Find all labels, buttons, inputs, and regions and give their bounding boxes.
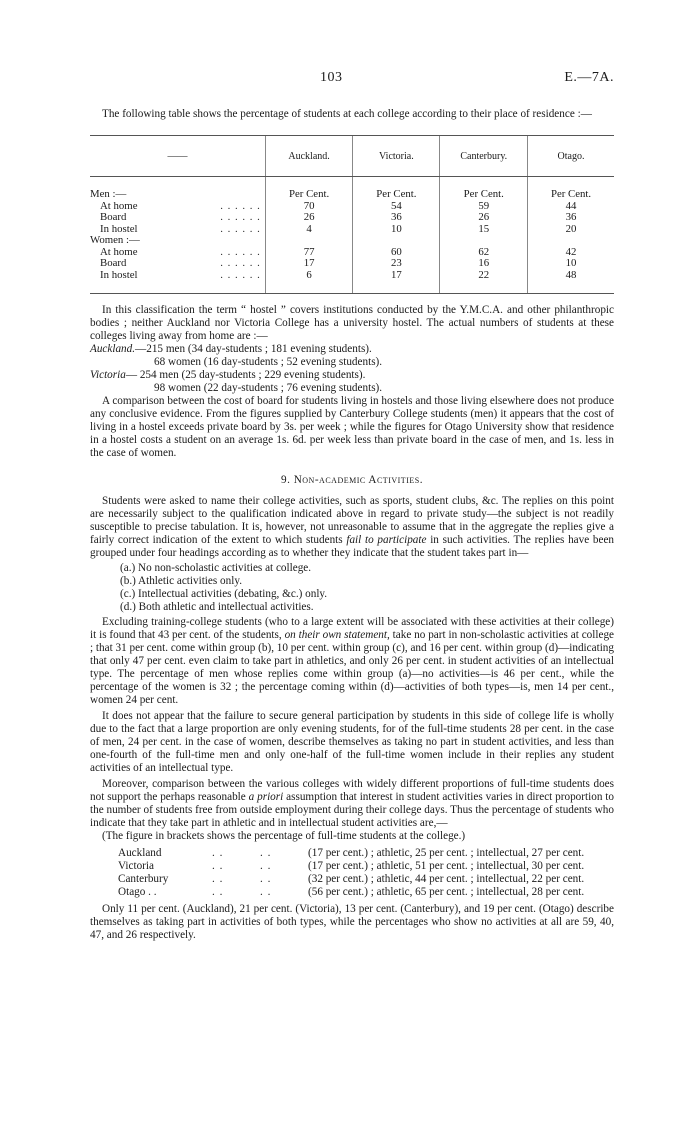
table-row bbox=[90, 270, 614, 294]
table-cell: (32 per cent.) ; athletic, 44 per cent. ; intellectual, 22 per cent. bbox=[308, 873, 585, 885]
table-cell: 36 bbox=[528, 212, 614, 224]
away-from-home-list bbox=[90, 343, 614, 395]
row-label: Board . . . . . . bbox=[100, 257, 261, 269]
table-cell: . . bbox=[260, 873, 272, 885]
table-cell: 16 bbox=[440, 258, 528, 270]
page-reference: E.—7A. bbox=[564, 70, 614, 85]
table-cell: (17 per cent.) ; athletic, 25 per cent. ; intellectual, 27 per cent. bbox=[308, 847, 585, 859]
table-cell: 17 bbox=[265, 258, 352, 270]
column-header: —— bbox=[90, 136, 265, 177]
table-cell bbox=[265, 235, 352, 247]
table-cell bbox=[528, 235, 614, 247]
table-cell: 60 bbox=[353, 247, 440, 259]
victoria-men: — 254 men (25 day-students ; 229 evening students). bbox=[125, 369, 366, 381]
table-cell: 77 bbox=[265, 247, 352, 259]
table-cell: 26 bbox=[440, 212, 528, 224]
table-row bbox=[118, 860, 584, 873]
table-row bbox=[90, 177, 614, 201]
table-row bbox=[90, 247, 614, 259]
activities-paragraph: Students were asked to name their college activities, such as sports, student clubs, &c. The replies on this point are necessarily subject to the qualification indicated above in regard to private study—the subject is not readily susceptible to precise tabulation. It is, however, not unreasonable to assume that in the aggregate the replies give a fairly correct indication of the extent to which students fail to participate in such activities. The replies have been grouped under four headings according as to whether they indicate that the student takes part in— bbox=[90, 495, 615, 559]
auckland-women: 68 women (16 day-students ; 52 evening students). bbox=[154, 356, 383, 368]
table-cell: 26 bbox=[265, 212, 352, 224]
column-header: Auckland. bbox=[265, 136, 352, 177]
table-cell: . . bbox=[260, 847, 272, 859]
table-cell: 10 bbox=[353, 224, 440, 236]
table-row bbox=[90, 235, 614, 247]
table-cell: 6 bbox=[265, 270, 352, 294]
page-header bbox=[0, 70, 700, 90]
table-row bbox=[90, 258, 614, 270]
row-label: At home . . . . . . bbox=[100, 199, 261, 212]
activity-groups-list bbox=[120, 562, 614, 614]
section-heading bbox=[90, 474, 614, 487]
table-cell: 4 bbox=[265, 224, 352, 236]
table-cell: 36 bbox=[353, 212, 440, 224]
row-label: Board . . . . . . bbox=[100, 211, 261, 223]
table-cell: Victoria bbox=[118, 860, 154, 872]
board-paragraph: A comparison between the cost of board for students living in hostels and those living elsewhere does not produce any conclusive evidence. From the figures supplied by Canterbury College students (men) it appears that the cost of living in a hostel exceeds private board by 3s. per week ; while the figures for Otago University show that residence in a hostel costs a student on an average 1s. 6d. per week less than private board in the case of men, and 1s. less in the case of women. bbox=[90, 395, 614, 459]
list-item: (a.) No non-scholastic activities at college. bbox=[120, 562, 312, 574]
row-label: In hostel . . . . . . bbox=[90, 270, 265, 294]
table-cell: Otago . . bbox=[118, 886, 157, 898]
intro-paragraph: The following table shows the percentage of students at each college according to their place of residence :— bbox=[102, 108, 592, 120]
table-row bbox=[118, 886, 584, 899]
table-row bbox=[90, 212, 614, 224]
table-cell: 17 bbox=[353, 270, 440, 294]
table-cell: Per Cent. bbox=[528, 177, 614, 201]
final-paragraph: Only 11 per cent. (Auckland), 21 per cent. (Victoria), 13 per cent. (Canterbury), and 19 per cent. (Otago) describe themselves as taking part in activities of both types, while the percentages who show no activities at all are 59, 40, 47, and 26 respectively. bbox=[90, 903, 614, 941]
column-header: Otago. bbox=[528, 136, 614, 177]
table-cell: Per Cent. bbox=[265, 177, 352, 201]
hostel-paragraph: In this classification the term “ hostel ” covers institutions conducted by the Y.M.C.A. and other philanthropic bodies ; neither Auckland nor Victoria College has a university hostel. The actual numbers of students at these colleges living away from home are :— bbox=[90, 304, 614, 342]
auckland-men: —215 men (34 day-students ; 181 evening students). bbox=[135, 343, 372, 355]
table-row bbox=[90, 201, 614, 213]
table-cell: . . bbox=[260, 886, 272, 898]
table-cell: . . bbox=[260, 860, 272, 872]
victoria-women: 98 women (22 day-students ; 76 evening students). bbox=[154, 382, 383, 394]
row-label: Men :— bbox=[90, 188, 127, 200]
table-cell: (17 per cent.) ; athletic, 51 per cent. ; intellectual, 30 per cent. bbox=[308, 860, 585, 872]
table-cell: 44 bbox=[528, 201, 614, 213]
auckland-label: Auckland. bbox=[90, 343, 136, 355]
table-cell: 54 bbox=[353, 201, 440, 213]
table-cell: Per Cent. bbox=[353, 177, 440, 201]
page-number: 103 bbox=[320, 70, 343, 85]
section-number: 9. bbox=[281, 474, 291, 486]
table-cell: 48 bbox=[528, 270, 614, 294]
column-header: Canterbury. bbox=[440, 136, 528, 177]
table-cell: 20 bbox=[528, 224, 614, 236]
table-cell: 70 bbox=[265, 201, 352, 213]
table-cell bbox=[353, 235, 440, 247]
table-cell: 22 bbox=[440, 270, 528, 294]
table-cell: 42 bbox=[528, 247, 614, 259]
excluding-paragraph: Excluding training-college students (who to a large extent will be associated with these activities at their college) it is found that 43 per cent. of the students, on their own statement, take no part in non-scholastic activities at college ; that 31 per cent. come within group (b), 10 per cent. within group (c), and 16 per cent. within group (d)—indicating that only 47 per cent. even claim to take part in athletics, and only 26 per cent. in student activities of an intellectual type. The percentage of men whose replies come within group (a)—no activities—is 46 per cent., while the percentage of the women is 32 ; the percentage coming within (d)—activities of both types—is, men 14 per cent., women 24 per cent. bbox=[90, 616, 615, 706]
table-row bbox=[118, 873, 584, 886]
table-cell: 15 bbox=[440, 224, 528, 236]
table-cell: . . bbox=[212, 847, 224, 859]
list-item: (b.) Athletic activities only. bbox=[120, 575, 242, 587]
table-cell: . . bbox=[212, 860, 224, 872]
row-label: At home . . . . . . bbox=[100, 245, 261, 258]
table-cell: 59 bbox=[440, 201, 528, 213]
table-header-row bbox=[90, 136, 614, 177]
victoria-label: Victoria bbox=[90, 369, 126, 381]
residence-table-body bbox=[90, 177, 614, 294]
section-title: Non-academic Activities. bbox=[293, 474, 423, 486]
bracket-note: (The figure in brackets shows the percentage of full-time students at the college.) bbox=[102, 830, 466, 842]
table-cell: . . bbox=[212, 873, 224, 885]
table-cell: Auckland bbox=[118, 847, 162, 859]
failure-paragraph: It does not appear that the failure to secure general participation by students in this side of college life is wholly due to the fact that a large proportion are only evening students, for of the full-time students 28 per cent. in the case of men, 24 per cent. in the case of women, describe themselves as taking no part in student activities, and less than one-fourth of the full-time men and only one-half of the full-time women include in their replies any student activities of an intellectual type. bbox=[90, 710, 614, 774]
table-cell: 62 bbox=[440, 247, 528, 259]
row-label: Women :— bbox=[90, 234, 140, 246]
moreover-paragraph: Moreover, comparison between the various colleges with widely different proportions of full-time students does not support the perhaps reasonable a priori assumption that interest in student activities varies in direct proportion to the number of students free from outside employment during their college days. Thus the percentage of students who indicate that they take part in athletic and in intellectual student activities are,— bbox=[90, 778, 615, 829]
table-cell: (56 per cent.) ; athletic, 65 per cent. ; intellectual, 28 per cent. bbox=[308, 886, 585, 898]
column-header: Victoria. bbox=[353, 136, 440, 177]
table-cell bbox=[440, 235, 528, 247]
page-body bbox=[90, 108, 614, 942]
table-cell: Per Cent. bbox=[440, 177, 528, 201]
row-label: In hostel . . . . . . bbox=[100, 222, 261, 235]
residence-table bbox=[90, 135, 614, 294]
list-item: (c.) Intellectual activities (debating, &c.) only. bbox=[120, 588, 328, 600]
table-cell: . . bbox=[212, 886, 224, 898]
table-cell: 23 bbox=[353, 258, 440, 270]
table-row bbox=[90, 224, 614, 236]
college-activity-table bbox=[118, 847, 584, 899]
table-cell: Canterbury bbox=[118, 873, 169, 885]
list-item: (d.) Both athletic and intellectual activities. bbox=[120, 601, 314, 613]
table-row bbox=[118, 847, 584, 860]
table-cell: 10 bbox=[528, 258, 614, 270]
